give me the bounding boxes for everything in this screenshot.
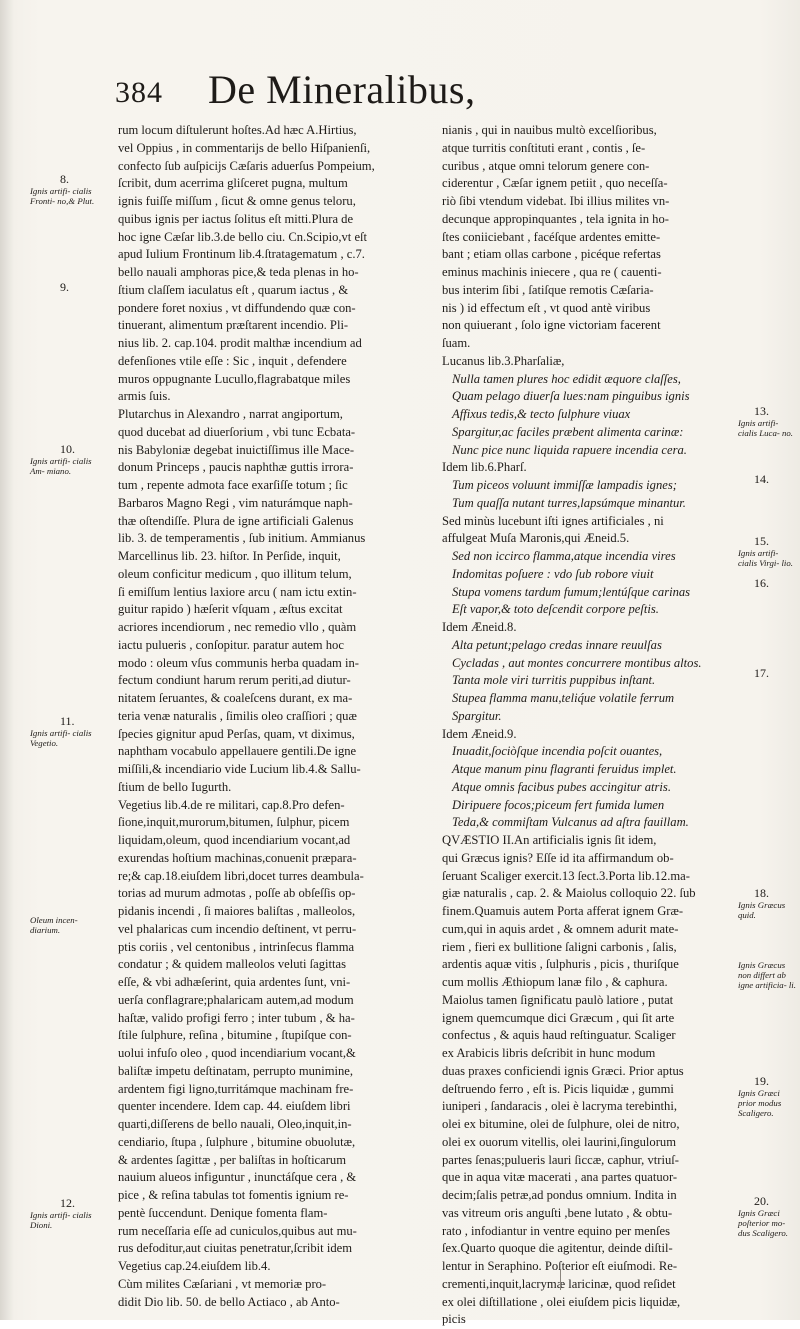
text-line: Tum quaſſa nutant turres,lapsúmque minantur. [452, 495, 686, 510]
text-line: que in aqua vitæ macerati , ana partes quatuor- [442, 1170, 678, 1185]
text-line: hoc igne Cæſar lib.3.de bello ciu. Cn.Scipio,vt eſt [118, 229, 368, 244]
text-line: Maiolus tamen ſignificatu paulò latiore , putat [442, 992, 674, 1007]
margin-number: 20. [754, 1194, 769, 1208]
text-line: Alta petunt;pelago credas innare reuulſas [452, 637, 662, 652]
text-line: iuniperi , ſandaracis , olei è lacryma terebinthi, [442, 1099, 677, 1114]
text-line: partes ſenas;pulueris lauri ſiccæ, caphur, vtriuſ- [442, 1152, 679, 1167]
text-line: atque turritis conſtituti erant , contis , ſe- [442, 140, 646, 155]
text-line: Idem lib.6.Pharſ. [442, 460, 527, 475]
text-line: ſtium claſſem iaculatus eſt , quarum iactus , & [118, 282, 349, 297]
text-line: eſſe, & vbi adhæſerint, quia ardentes ſunt, vni- [118, 975, 351, 989]
text-line: lib. 3. de temperamentis , ſub initium. Ammianus [118, 531, 366, 546]
text-line: miſſili,& incendiario vide Lucium lib.4.& Sallu- [118, 762, 361, 776]
text-line: uerſa conflagrare;phalaricam autem,ad modum [118, 992, 354, 1007]
text-line: Nulla tamen plures hoc edidit æquore claſſes, [452, 371, 681, 386]
margin-note: Ignis Græcus quid. [738, 900, 786, 920]
text-line: riem , fieri ex bullitione ſaligni carbonis , ſalis, [442, 939, 677, 954]
text-line: re;& cap.18.eiuſdem libri,docet turres deambula- [118, 868, 364, 883]
text-line: uolui infuſo oleo , quod incendiarium vocant,& [118, 1046, 356, 1060]
text-line: bus interim ſibi , ſatiſque remotis Cæſaria- [442, 282, 654, 297]
text-line: nitatem ſeruantes, & coaleſcens durant, ex ma- [118, 691, 353, 705]
text-line: Vegetius cap.24.eiuſdem lib.4. [118, 1259, 271, 1273]
text-line: defenſiones vtile eſſe : Sic , inquit , defendere [118, 353, 347, 368]
text-line: confecto ſub auſpicijs Cæſaris aduerſus Pompeium, [118, 158, 375, 173]
text-line: qui Græcus ignis? Eſſe id ita affirmandum ob- [442, 850, 674, 865]
margin-note: Ignis artifi- cialis Luca- no. [738, 418, 793, 438]
margin-number: 16. [754, 576, 769, 590]
text-line: donum Princeps , paucis naphthæ guttis irrora- [118, 460, 354, 475]
margin-number: 10. [60, 442, 75, 456]
text-line: quarti,diſſerens de bello nauali, Oleo,inquit,in- [118, 1117, 352, 1131]
text-line: confectus , & aquis haud reſtinguatur. Scaliger [442, 1028, 676, 1043]
text-line: guitur rapido ) hæſerit vſquam , æſtus excitat [118, 602, 343, 617]
text-line: Lucanus lib.3.Pharſaliæ, [442, 353, 565, 368]
text-line: oleum conficitur medicum , quo illitum telum, [118, 566, 352, 581]
margin-note: Ignis artifi- cialis Vegetio. [30, 728, 92, 748]
page-number: 384 [115, 76, 163, 109]
text-line: apud Iulium Frontinum lib.4.ſtratagematum , c.7. [118, 247, 365, 262]
text-line: ſtium de bello Iugurth. [118, 779, 232, 794]
margin-note: Ignis Græcus non differt ab igne artificia- li. [738, 960, 796, 990]
margin-number: 9. [60, 280, 69, 294]
text-line: picis [442, 1312, 466, 1327]
margin-number: 15. [754, 534, 769, 548]
text-line: haſtæ, valido profigi ferro ; inter tubum , & ha- [118, 1010, 355, 1025]
text-line: Atque manum pinu flagranti feruidus implet. [452, 762, 677, 776]
text-line: tum , repente admota face exarſiſſe totum ; ſic [118, 478, 348, 492]
text-line: decim;ſalis petræ,ad pondus omnium. Indita in [442, 1188, 677, 1202]
text-line: ptis coriis , vel centonibus , intrinſecus flamma [118, 939, 355, 954]
text-line: giæ naturalis , cap. 2. & Maiolus colloquio 22. ſub [442, 886, 696, 901]
text-line: ſtes coniiciebant , facéſque ardentes emitte- [442, 229, 661, 244]
text-line: affulgeat Muſa Maronis,qui Æneid.5. [442, 531, 630, 546]
text-line: naphtham vocabulo appellauere gentili.De igne [118, 744, 357, 759]
text-line: vas vitreum oris anguſti ,bene lutato , & obtu- [442, 1205, 673, 1220]
text-line: Affixus tedis,& tecto ſulphure viuax [452, 407, 631, 421]
margin-note: Ignis artifi- cialis Am- miano. [30, 456, 92, 476]
text-line: condatur ; & quidem malleolos veluti ſagittas [118, 957, 347, 972]
text-line: liquidam,oleum, quod incendiarium vocant,ad [118, 833, 351, 847]
text-line: ſeruant Scaliger exercit.13 ſect.3.Porta lib.12.ma- [442, 868, 690, 883]
text-line: Inuadit,ſociòſque incendia poſcit ouantes, [452, 744, 663, 759]
text-line: ex olei diſtillatione , olei eiuſdem picis liquidæ, [442, 1294, 681, 1309]
text-line: ignis fuiſſe miſſum , ſicut & omne genus teloru, [118, 194, 356, 208]
text-line: Spargitur,ac faciles præbent alimenta carinæ: [452, 424, 684, 439]
text-line: ſcribit, dum acerrima gliſceret pugna, multum [118, 176, 348, 191]
text-line: bello nauali amphoras pice,& teda plenas in ho- [118, 265, 359, 279]
text-line: cum,qui in aquis ardet , & omnem adurit mate- [442, 921, 679, 936]
text-line: Sed non iccirco flamma,atque incendia vires [452, 549, 676, 563]
margin-number: 13. [754, 404, 769, 418]
text-line: ſpecies gignitur apud Perſas, quam, vt diximus, [118, 726, 355, 741]
text-line: nauium alueos infiguntur , inunctáſque cera , & [118, 1170, 357, 1185]
text-line: duas praxes conficiendi ignis Græci. Prior aptus [442, 1063, 684, 1078]
text-line: pice , & reſina tabulas tot fomentis ignium re- [118, 1188, 349, 1202]
text-line: rum neceſſaria eſſe ad cuniculos,quibus aut mu- [118, 1223, 357, 1238]
text-line: Marcellinus lib. 23. hiſtor. In Perſide, inquit, [118, 549, 341, 563]
text-line: ciderentur , Cæſar ignem petiit , quo neceſſa- [442, 176, 668, 191]
text-line: Stupa vomens tardum fumum;lentúſque carinas [452, 584, 691, 599]
text-line: baliſtæ impetu deſtinatam, perrupto munimine, [118, 1063, 354, 1078]
text-line: fectum condiunt harum rerum periti,ad diutur- [118, 673, 351, 688]
text-line: muros oppugnante Lucullo,flagrabatque miles [118, 371, 351, 386]
margin-number: 14. [754, 472, 769, 486]
text-line: rato , infodiantur in ventre equino per menſes [442, 1223, 671, 1238]
text-line: exurendas hoſtium machinas,conuenit præpara- [118, 850, 357, 865]
text-line: armis ſuis. [118, 389, 171, 404]
text-line: decunque appropinquantes , tela ignita in ho- [442, 211, 669, 226]
text-line: Vegetius lib.4.de re militari, cap.8.Pro defen- [118, 797, 345, 812]
text-line: Diripuere focos;piceum fert fumida lumen [452, 797, 665, 812]
text-line: quenter incendere. Idem cap. 44. eiuſdem libri [118, 1099, 351, 1114]
margin-note: Ignis artifi- cialis Virgi- lio. [738, 548, 793, 568]
text-line: Idem Æneid.8. [442, 620, 517, 634]
text-line: cendiario, ſtupa , ſulphure , bitumine obuolutæ, [118, 1134, 356, 1149]
text-line: rum locum diſtulerunt hoſtes.Ad hæc A.Hirtius, [118, 123, 357, 137]
text-line: Barbaros Magno Regi , vim naturámque naph- [118, 495, 353, 510]
text-line: nius lib. 2. cap.104. prodit malthæ incendium ad [118, 336, 362, 350]
text-line: Tum piceos voluunt immiſſæ lampadis ignes; [452, 478, 677, 492]
margin-number: 12. [60, 1196, 75, 1210]
text-line: nis Babyloniæ degebat inuictiſſimus ille Mace- [118, 442, 355, 457]
left-column [118, 122, 423, 1311]
text-line: ſuam. [442, 336, 471, 350]
margin-number: 18. [754, 886, 769, 900]
right-column [442, 122, 732, 1329]
text-line: Indomitas poſuere : vdo ſub robore viuit [452, 566, 654, 581]
text-line: Teda,& commiſtam Vulcanus ad aſtra fauillam. [452, 815, 689, 830]
gutter-mark [560, 1270, 571, 1290]
text-line: thæ oſtendiſſe. Plura de igne artificiali Galenus [118, 513, 354, 528]
text-line: olei ex ouorum vitellis, olei laurini,ſingulorum [442, 1134, 676, 1149]
text-line: pentè ſuccendunt. Denique fomenta flam- [118, 1205, 328, 1220]
text-line: didit Dio lib. 50. de bello Actiaco , ab Anto- [118, 1294, 340, 1309]
text-line: quibus ignis per iactus ſolitus eſt mitti.Plura de [118, 211, 354, 226]
text-line: quod ducebat ad diuerſorium , vbi tunc Ecbata- [118, 424, 356, 439]
text-line: Cùm milites Cæſariani , vt memoriæ pro- [118, 1276, 327, 1291]
text-line: nianis , qui in nauibus multò excelſioribus, [442, 123, 657, 137]
text-line: Idem Æneid.9. [442, 726, 517, 741]
text-line: nis ) id effectum eſt , vt quod antè viribus [442, 300, 651, 315]
text-line: eminus machinis iniecere , qua re ( cauenti- [442, 265, 662, 279]
text-line: vel phalaricas cum incendio deſtinent, vt perru- [118, 921, 357, 936]
text-line: ſi emiſſum lentius laxiore arcu ( nam ictu extin- [118, 584, 357, 599]
margin-number: 11. [60, 714, 75, 728]
text-line: acriores incendiorum , nec remedio vllo , quàm [118, 620, 357, 634]
text-line: Tanta mole viri turritis puppibus inſtant. [452, 673, 656, 688]
text-line: rus defoditur,aut ciuitas penetratur,ſcribit idem [118, 1241, 352, 1256]
margin-note: Oleum incen- diarium. [30, 915, 78, 935]
text-line: olei ex bitumine, olei de ſulphure, olei de nitro, [442, 1117, 680, 1131]
text-line: tinuerant, alimentum præſtarent incendio. Pli- [118, 318, 349, 333]
text-line: ex Arabicis libris deſcribit in hunc modum [442, 1046, 656, 1060]
text-line: Cycladas , aut montes concurrere montibus altos. [452, 655, 702, 670]
text-line: pidanis incendi , ſi maiores baliſtas , malleolos, [118, 904, 356, 918]
text-line: riò ſibi vtendum videbat. Ibi illius milites vn- [442, 194, 670, 208]
running-title: De Mineralibus, [208, 67, 476, 112]
text-line: lentur in Seraphino. Poſterior eſt eiuſmodi. Re- [442, 1259, 678, 1273]
text-line: curibus , atque omni telorum genere con- [442, 158, 650, 173]
text-line: deſtruendo ferro , eſt is. Picis liquidæ , gummi [442, 1081, 674, 1096]
text-line: Stupea flamma manu,teliq́ue volatile ferrum [452, 691, 675, 705]
text-line: ſtile ſulphure, reſina , bitumine , ſtupiſque con- [118, 1028, 352, 1043]
text-line: QVÆSTIO II.An artificialis ignis ſit idem, [442, 833, 657, 847]
text-line: ignem quemcumque dici Græcum , qui ſit arte [442, 1010, 675, 1025]
text-line: & ardentes ſagittæ , per baliſtas in hoſticarum [118, 1152, 347, 1167]
margin-number: 8. [60, 172, 69, 186]
text-line: Sed minùs lucebunt iſti ignes artificiales , ni [442, 513, 664, 528]
text-line: pondere foret noxius , vt diffundendo quæ con- [118, 300, 356, 315]
text-line: Plutarchus in Alexandro , narrat angiportum, [118, 407, 343, 421]
text-line: Quam pelago diuerſa lues:nam pinguibus ignis [452, 389, 690, 404]
text-line: crementi,inquit,lacrymæ laricinæ, quod reſidet [442, 1276, 676, 1291]
text-line: ſex.Quarto quoque die agitentur, deinde diſtil- [442, 1241, 673, 1256]
text-line: Spargitur. [452, 708, 502, 723]
text-line: bant ; etiam ollas carbone , picéque refertas [442, 247, 661, 262]
text-line: Eſt vapor,& toto deſcendit corpore peſtis. [452, 602, 659, 617]
text-line: ardentis aquæ vitis , ſulphuris , picis , thuriſque [442, 957, 679, 972]
margin-number: 19. [754, 1074, 769, 1088]
text-line: non quiuerant , ſolo igne victoriam facerent [442, 318, 661, 333]
text-line: torias ad murum admotas , poſſe ab obſeſſis op- [118, 886, 356, 901]
margin-number: 17. [754, 666, 769, 680]
text-line: ſione,inquit,murorum,bitumen, ſulphur, picem [118, 815, 350, 830]
margin-note: Ignis artifi- cialis Fronti- no,& Plut. [30, 186, 95, 206]
text-line: iactu pulueris , conſopitur. paratur autem hoc [118, 637, 344, 652]
text-line: ardentem figi ligno,turritámque machinam fre- [118, 1081, 354, 1096]
margin-note: Ignis Græci prior modus Scaligero. [738, 1088, 782, 1118]
text-line: Atque omnis facibus pubes accingitur atris. [452, 779, 671, 794]
text-line: finem.Quamuis autem Porta afferat ignem Græ- [442, 904, 684, 918]
text-line: Nunc pice nunc liquida rapuere incendia cera. [452, 442, 687, 457]
text-line: teria venæ naturalis , ſimilis oleo craſſiori ; quæ [118, 708, 357, 723]
text-line: vel Oppius , in commentarijs de bello Hiſpanienſi, [118, 140, 371, 155]
text-line: cum mollis Æthiopum lanæ filo , & caphura. [442, 975, 668, 989]
text-line: modo : oleum vſus communis herba quadam in- [118, 655, 359, 670]
margin-note: Ignis artifi- cialis Dioni. [30, 1210, 92, 1230]
margin-note: Ignis Græci poſterior mo- dus Scaligero. [738, 1208, 789, 1238]
